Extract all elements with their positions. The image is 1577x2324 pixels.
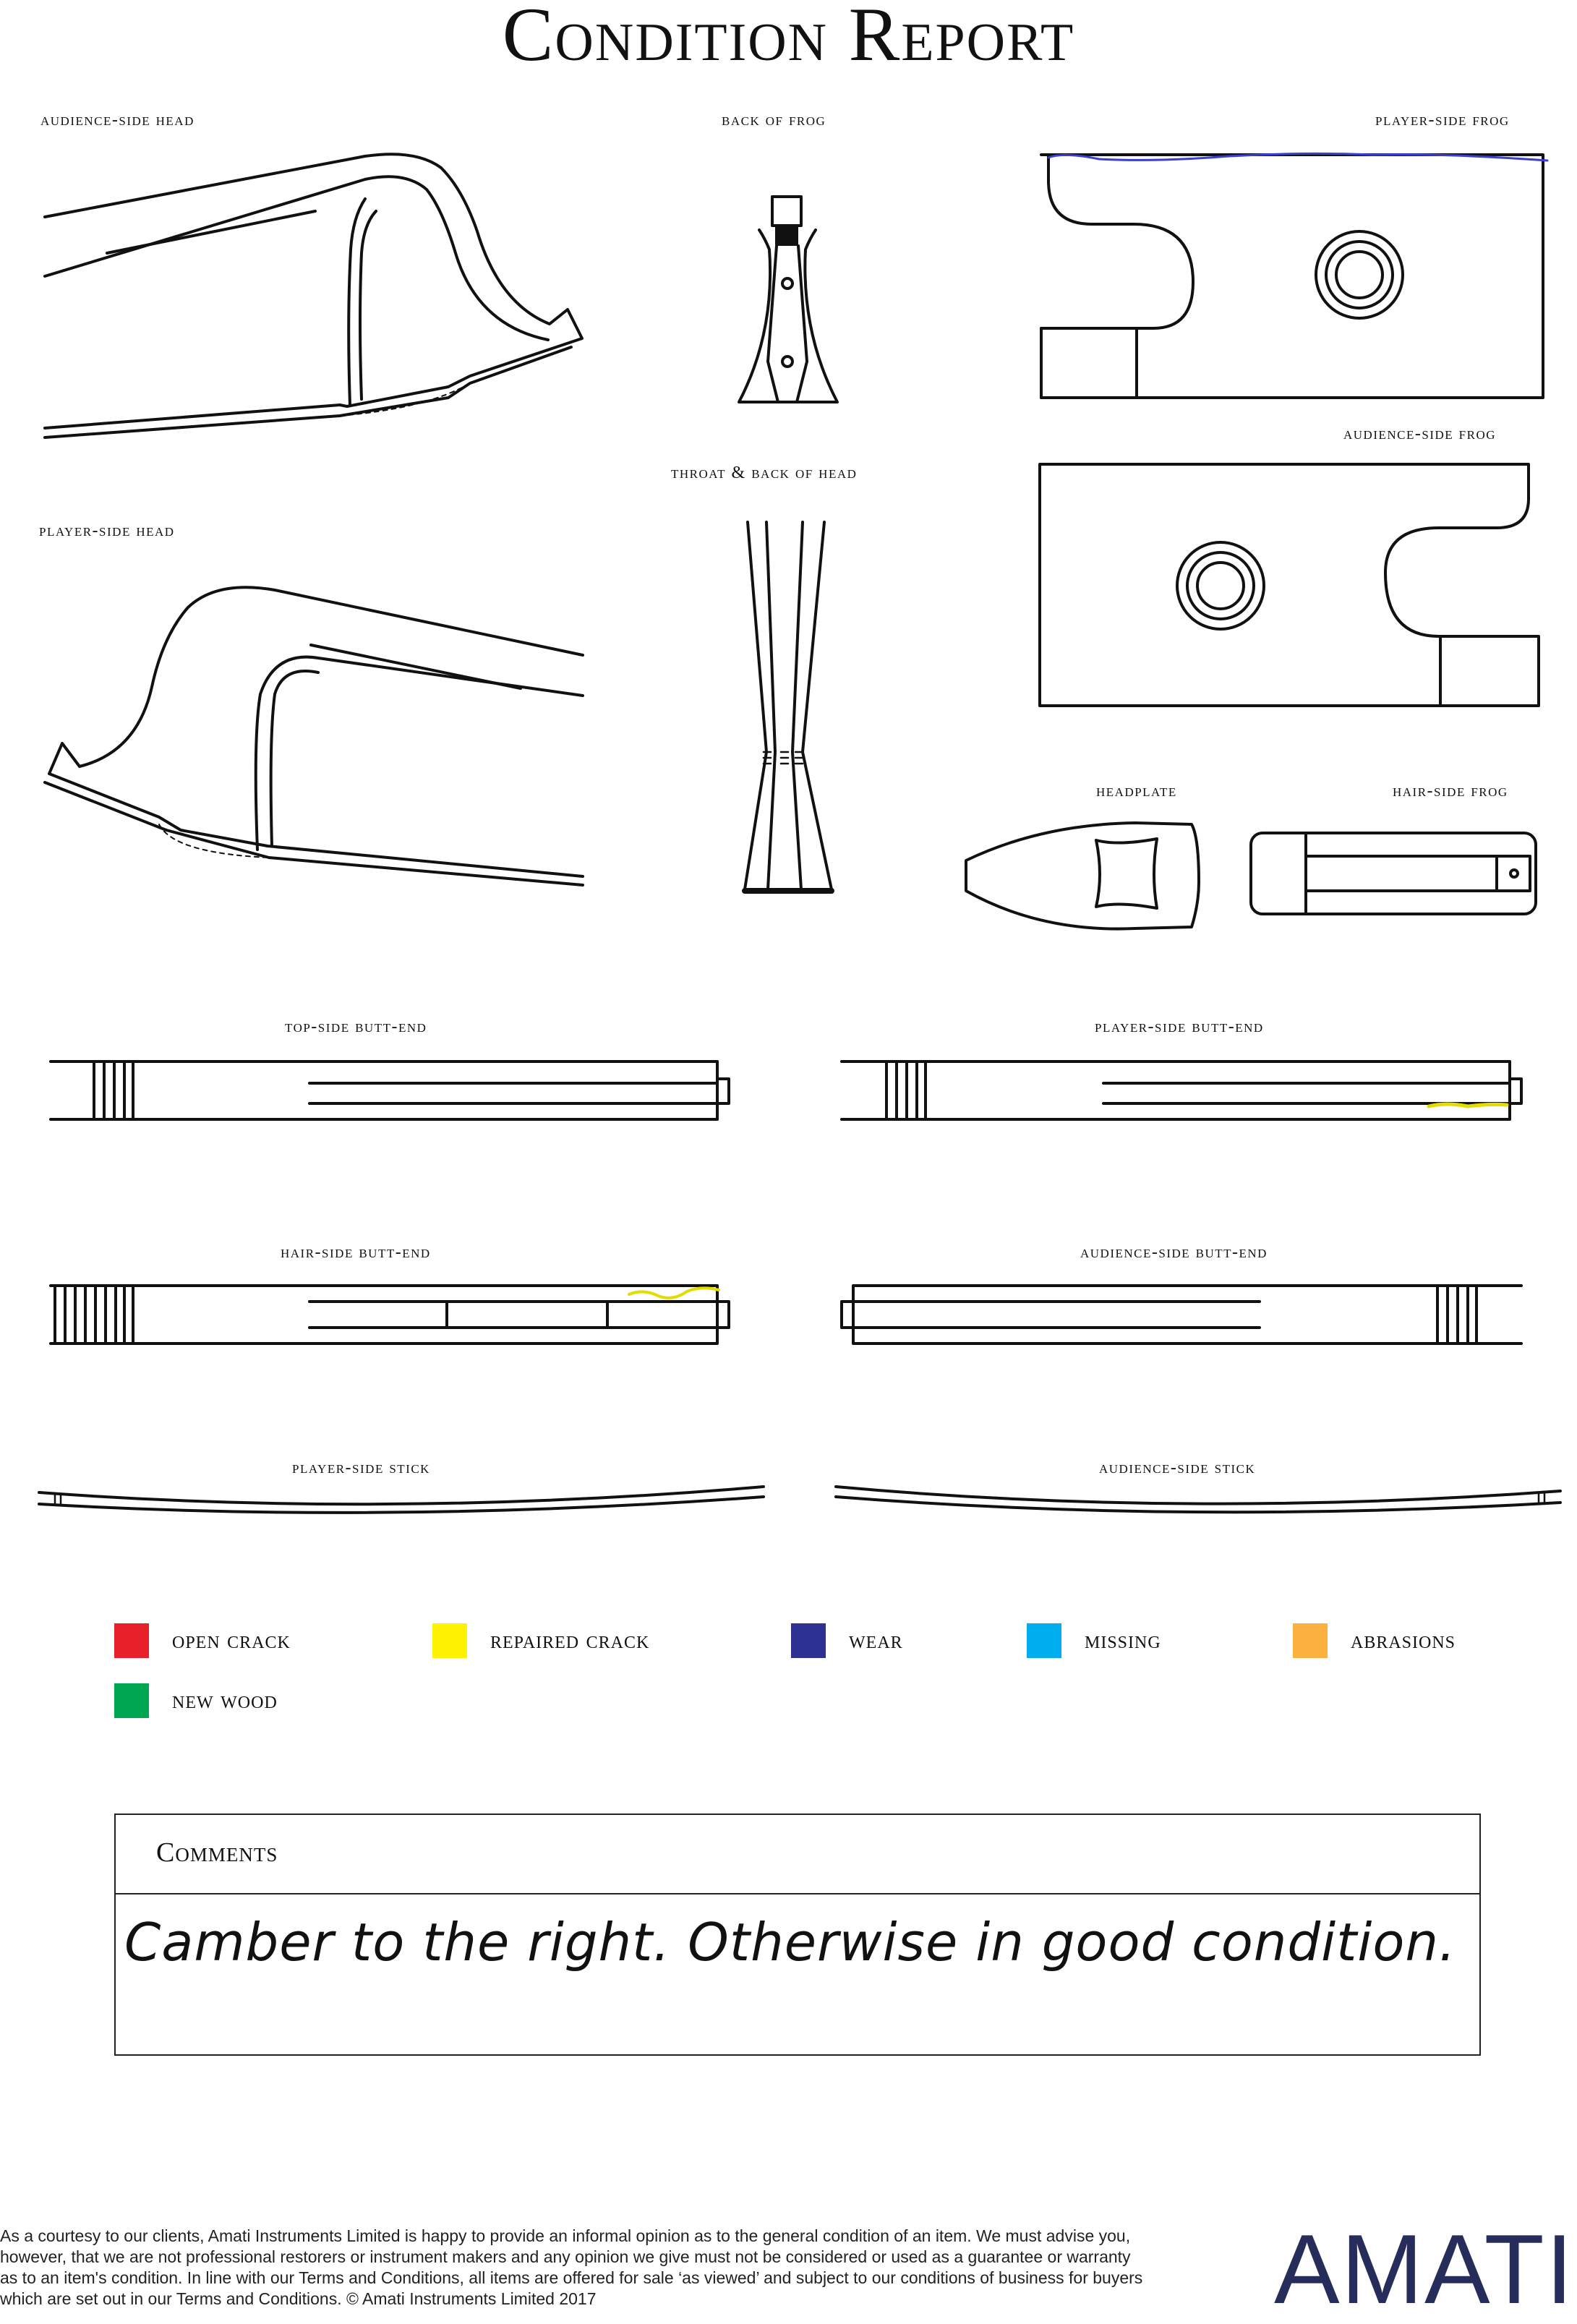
label-audience-side-butt-end: audience-side butt-end bbox=[1080, 1243, 1268, 1262]
headplate-drawing bbox=[966, 823, 1199, 929]
player-side-head-drawing bbox=[45, 587, 583, 885]
legend-swatch-navy bbox=[791, 1623, 826, 1658]
throat-back-of-head-drawing bbox=[745, 522, 832, 891]
page-title: Condition Report bbox=[502, 0, 1075, 77]
audience-side-frog-drawing bbox=[1040, 464, 1539, 706]
legend-swatch-yellow bbox=[432, 1623, 467, 1658]
legend-wear bbox=[791, 1623, 903, 1659]
legend-repaired-crack bbox=[432, 1623, 649, 1659]
hair-side-butt-end-drawing bbox=[51, 1286, 729, 1343]
label-throat-back-of-head: throat & back of head bbox=[671, 463, 858, 482]
back-of-frog-drawing bbox=[739, 197, 837, 402]
label-player-side-stick: player-side stick bbox=[292, 1458, 430, 1477]
label-player-side-frog: player-side frog bbox=[1375, 111, 1510, 129]
legend-label: open crack bbox=[172, 1627, 291, 1654]
comments-handwritten-text: Camber to the right. Otherwise in good condition. bbox=[124, 1912, 1456, 1973]
player-side-stick-drawing bbox=[39, 1487, 764, 1513]
legend-label: abrasions bbox=[1351, 1627, 1456, 1654]
legend-label: wear bbox=[849, 1627, 903, 1654]
legend-new-wood bbox=[114, 1683, 278, 1719]
comments-title: Comments bbox=[156, 1837, 278, 1868]
legend-open-crack bbox=[114, 1623, 291, 1659]
top-side-butt-end-drawing bbox=[51, 1061, 729, 1119]
legend-abrasions bbox=[1293, 1623, 1456, 1659]
player-side-frog-drawing bbox=[1041, 153, 1547, 398]
audience-side-stick-drawing bbox=[836, 1487, 1560, 1512]
label-back-of-frog: back of frog bbox=[722, 111, 826, 129]
label-hair-side-butt-end: hair-side butt-end bbox=[281, 1243, 431, 1262]
legend-swatch-cyan bbox=[1027, 1623, 1061, 1658]
label-audience-side-stick: audience-side stick bbox=[1099, 1458, 1256, 1477]
legend-swatch-orange bbox=[1293, 1623, 1328, 1658]
label-audience-side-frog: audience-side frog bbox=[1343, 424, 1496, 443]
comments-header bbox=[116, 1815, 1479, 1894]
audience-side-butt-end-drawing bbox=[842, 1286, 1521, 1343]
label-player-side-butt-end: player-side butt-end bbox=[1095, 1017, 1264, 1036]
label-hair-side-frog: hair-side frog bbox=[1393, 782, 1508, 800]
label-top-side-butt-end: top-side butt-end bbox=[285, 1017, 427, 1036]
amati-logo: AMATI bbox=[1274, 2214, 1575, 2324]
legend-swatch-red bbox=[114, 1623, 149, 1658]
hair-side-frog-drawing bbox=[1251, 833, 1536, 914]
legend-label: repaired crack bbox=[490, 1627, 650, 1654]
legend-label: missing bbox=[1085, 1627, 1161, 1654]
player-side-butt-end-drawing bbox=[842, 1061, 1521, 1119]
label-audience-side-head: audience-side head bbox=[40, 111, 195, 129]
label-player-side-head: player-side head bbox=[39, 521, 175, 540]
comments-box bbox=[114, 1814, 1481, 2056]
legend-missing bbox=[1027, 1623, 1161, 1659]
disclaimer-text: As a courtesy to our clients, Amati Instruments Limited is happy to provide an informal opinion as to the general condition of an item. We must advise you, however, that we are not professional restorers or instrument makers and any opinion we give must not be considered or used as a guarantee or warranty as to an item's condition. In line with our Terms and Conditions, all items are offered for sale ‘as viewed’ and subject to our conditions of business for buyers which are set out in our Terms and Conditions. © Amati Instruments Limited 2017 bbox=[0, 2226, 1143, 2308]
label-headplate: headplate bbox=[1096, 782, 1177, 800]
legend-label: new wood bbox=[172, 1687, 278, 1714]
legend-swatch-green bbox=[114, 1683, 149, 1718]
audience-side-head-drawing bbox=[45, 154, 582, 437]
